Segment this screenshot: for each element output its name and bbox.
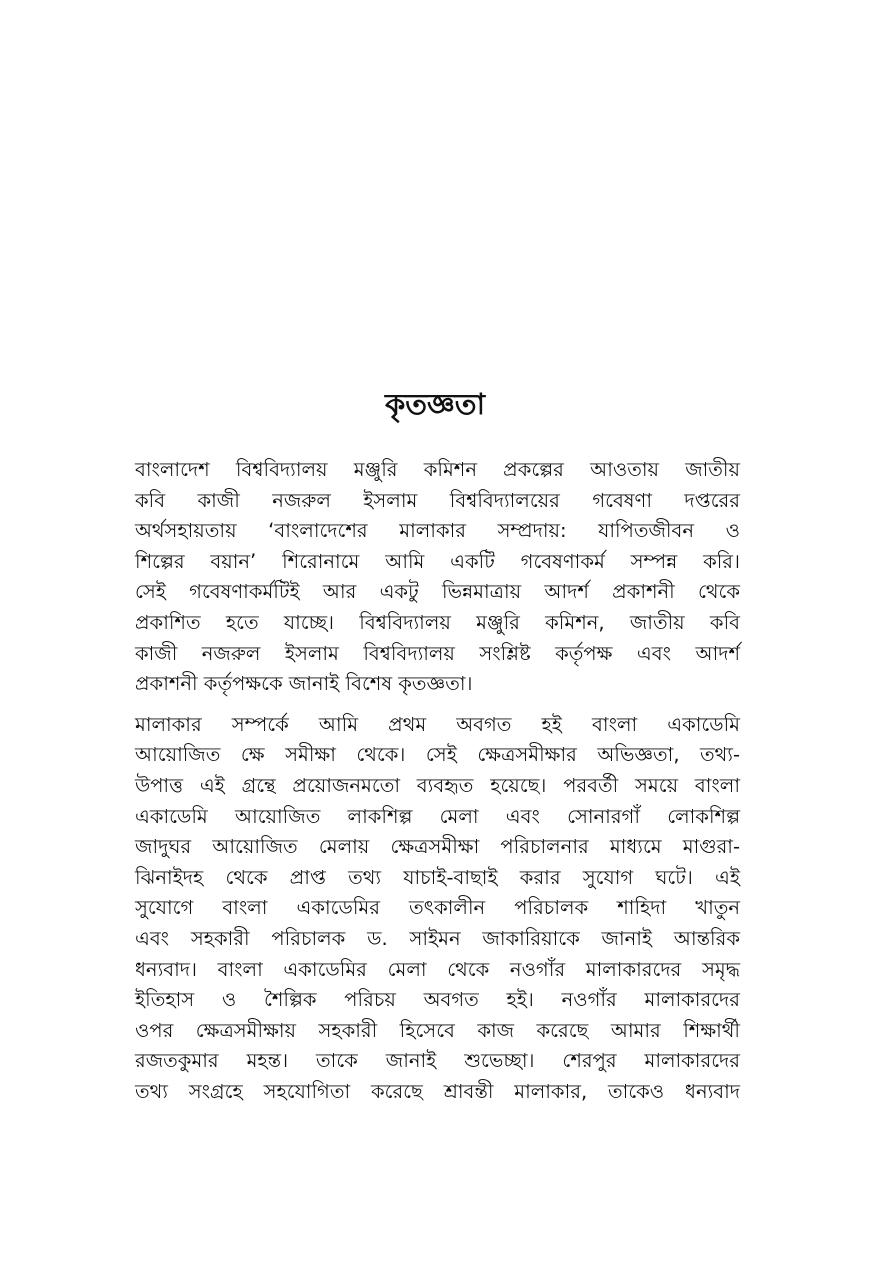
body-text: [135, 455, 740, 1107]
page-title: কৃতজ্ঞতা: [385, 387, 485, 421]
text-line: উপাত্ত এই গ্রন্থে প্রয়োজনমতো ব্যবহৃত হয়েছে। পরবর্তী সময়ে বাংলা: [135, 773, 740, 797]
text-line: রজতকুমার মহন্ত। তাকে জানাই শুভেচ্ছা। শেরপুর মালাকারদের: [135, 1049, 740, 1073]
text-line: কবি কাজী নজরুল ইসলাম বিশ্ববিদ্যালয়ের গবেষণা দপ্তরের: [135, 488, 740, 512]
text-line: জাদুঘর আয়োজিত মেলায় ক্ষেত্রসমীক্ষা পরিচালনার মাধ্যমে মাগুরা-: [135, 835, 740, 859]
text-line: কাজী নজরুল ইসলাম বিশ্ববিদ্যালয় সংশ্লিষ্ট কর্তৃপক্ষ এবং আদর্শ: [135, 641, 740, 665]
text-line: সেই গবেষণাকর্মটিই আর একটু ভিন্নমাত্রায় আদর্শ প্রকাশনী থেকে: [135, 580, 740, 604]
text-line: ইতিহাস ও শৈল্পিক পরিচয় অবগত হই। নওগাঁর মালাকারদের: [135, 988, 740, 1012]
text-line: বাংলাদেশ বিশ্ববিদ্যালয় মঞ্জুরি কমিশন প্রকল্পের আওতায় জাতীয়: [135, 458, 740, 481]
text-line: আয়োজিত ক্ষে সমীক্ষা থেকে। সেই ক্ষেত্রসমীক্ষার অভিজ্ঞতা, তথ্য-: [135, 743, 740, 767]
text-line: অর্থসহায়তায় ‘বাংলাদেশের মালাকার সম্প্রদায়: যাপিতজীবন ও: [135, 519, 740, 543]
text-line: ঝিনাইদহ থেকে প্রাপ্ত তথ্য যাচাই-বাছাই করার সুযোগ ঘটে। এই: [135, 865, 740, 889]
text-line: প্রকাশনী কর্তৃপক্ষকে জানাই বিশেষ কৃতজ্ঞতা।: [135, 672, 473, 696]
text-line: শিল্পের বয়ান’ শিরোনামে আমি একটি গবেষণাকর্ম সম্পন্ন করি।: [135, 549, 740, 573]
text-line: তথ্য সংগ্রহে সহযোগিতা করেছে শ্রাবন্তী মালাকার, তাকেও ধন্যবাদ: [135, 1079, 740, 1103]
text-line: মালাকার সম্পর্কে আমি প্রথম অবগত হই বাংলা একাডেমি: [135, 712, 740, 736]
paragraph-1: [135, 455, 740, 700]
text-line: একাডেমি আয়োজিত লাকশিল্প মেলা এবং সোনারগাঁ লোকশিল্প: [135, 804, 740, 828]
paragraph-2: [135, 710, 740, 1108]
text-line: ওপর ক্ষেত্রসমীক্ষায় সহকারী হিসেবে কাজ করেছে আমার শিক্ষার্থী: [135, 1018, 740, 1042]
text-line: সুযোগে বাংলা একাডেমির তৎকালীন পরিচালক শাহিদা খাতুন: [135, 896, 740, 920]
text-line: প্রকাশিত হতে যাচ্ছে। বিশ্ববিদ্যালয় মঞ্জুরি কমিশন, জাতীয় কবি: [135, 610, 740, 634]
text-line: ধন্যবাদ। বাংলা একাডেমির মেলা থেকে নওগাঁর মালাকারদের সমৃদ্ধ: [135, 957, 740, 981]
text-line: এবং সহকারী পরিচালক ড. সাইমন জাকারিয়াকে জানাই আন্তরিক: [135, 926, 740, 950]
